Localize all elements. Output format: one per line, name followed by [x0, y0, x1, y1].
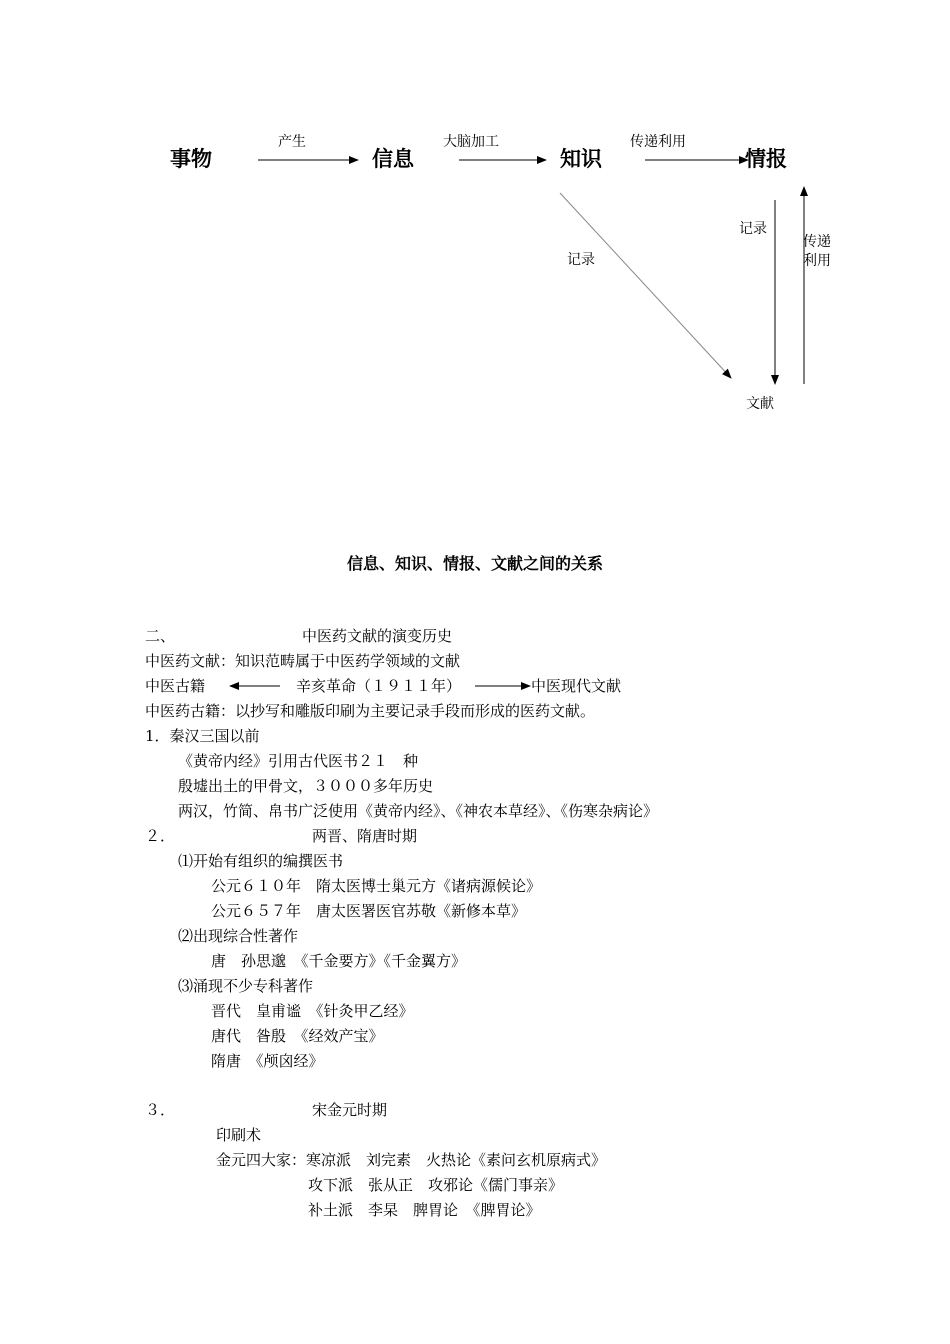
period3-number: ３． — [145, 1101, 176, 1119]
period2-sub2-item1: 唐 孙思邈 《千金要方》《千金翼方》 — [211, 952, 467, 970]
node-knowledge: 知识 — [560, 147, 602, 171]
edge-label-produce: 产生 — [278, 134, 306, 150]
edge-label-transfer-line2: 利用 — [803, 253, 831, 269]
period2-title: 两晋、隋唐时期 — [312, 827, 418, 845]
period1-title: 1．秦汉三国以前 — [145, 727, 260, 745]
node-things: 事物 — [170, 147, 212, 171]
period1-line1: 《黄帝内经》引用古代医书２１ 种 — [178, 752, 419, 770]
section-title: 中医药文献的演变历史 — [302, 627, 453, 645]
definition-ancient-books: 中医药古籍：以抄写和雕版印刷为主要记录手段而形成的医药文献。 — [145, 702, 596, 720]
period3-line2: 金元四大家：寒凉派 刘完素 火热论《素问玄机原病式》 — [216, 1151, 607, 1169]
period1-line2: 殷墟出土的甲骨文，３０００多年历史 — [178, 777, 434, 795]
definition-literature: 中医药文献：知识范畴属于中医药学领域的文献 — [145, 652, 461, 670]
relationship-diagram — [0, 0, 950, 440]
period3-title: 宋金元时期 — [312, 1101, 388, 1119]
period2-sub3: ⑶涌现不少专科著作 — [178, 977, 314, 995]
edge-label-record-vertical: 记录 — [739, 221, 767, 237]
period1-line3: 两汉，竹简、帛书广泛使用《黄帝内经》、《神农本草经》、《伤寒杂病论》 — [178, 802, 659, 820]
period2-sub3-item2: 唐代 昝殷 《经效产宝》 — [211, 1027, 384, 1045]
edge-label-transfer-use: 传递利用 — [630, 134, 686, 150]
period2-sub1-item1: 公元６１０年 隋太医博士巢元方《诸病源候论》 — [211, 877, 542, 895]
period2-sub3-item3: 隋唐 《颅囟经》 — [211, 1052, 324, 1070]
period2-number: ２． — [145, 827, 176, 845]
period3-line1: 印刷术 — [216, 1126, 262, 1144]
arrow-knowledge-to-literature — [560, 193, 731, 378]
revolution-label: 辛亥革命（１９１１年） — [296, 677, 462, 695]
node-intelligence: 情报 — [745, 147, 787, 171]
period2-sub1: ⑴开始有组织的编撰医书 — [178, 852, 344, 870]
edge-label-transfer-line1: 传递 — [803, 234, 831, 250]
period2-sub1-item2: 公元６５７年 唐太医署医官苏敬《新修本草》 — [211, 902, 527, 920]
diagram-caption: 信息、知识、情报、文献之间的关系 — [346, 554, 603, 573]
edge-label-record-diagonal: 记录 — [567, 252, 595, 268]
section-number: 二、 — [145, 627, 176, 645]
edge-label-brain-process: 大脑加工 — [443, 134, 499, 150]
period3-line4: 补土派 李杲 脾胃论 《脾胃论》 — [308, 1201, 541, 1219]
period2-sub3-item1: 晋代 皇甫谧 《针灸甲乙经》 — [211, 1002, 414, 1020]
node-literature: 文献 — [746, 396, 774, 412]
period2-sub2: ⑵出现综合性著作 — [178, 927, 299, 945]
modern-literature-label: 中医现代文献 — [531, 677, 622, 695]
node-information: 信息 — [372, 147, 414, 171]
period3-line3: 攻下派 张从正 攻邪论《儒门事亲》 — [308, 1176, 564, 1194]
ancient-books-label: 中医古籍 — [145, 677, 206, 695]
